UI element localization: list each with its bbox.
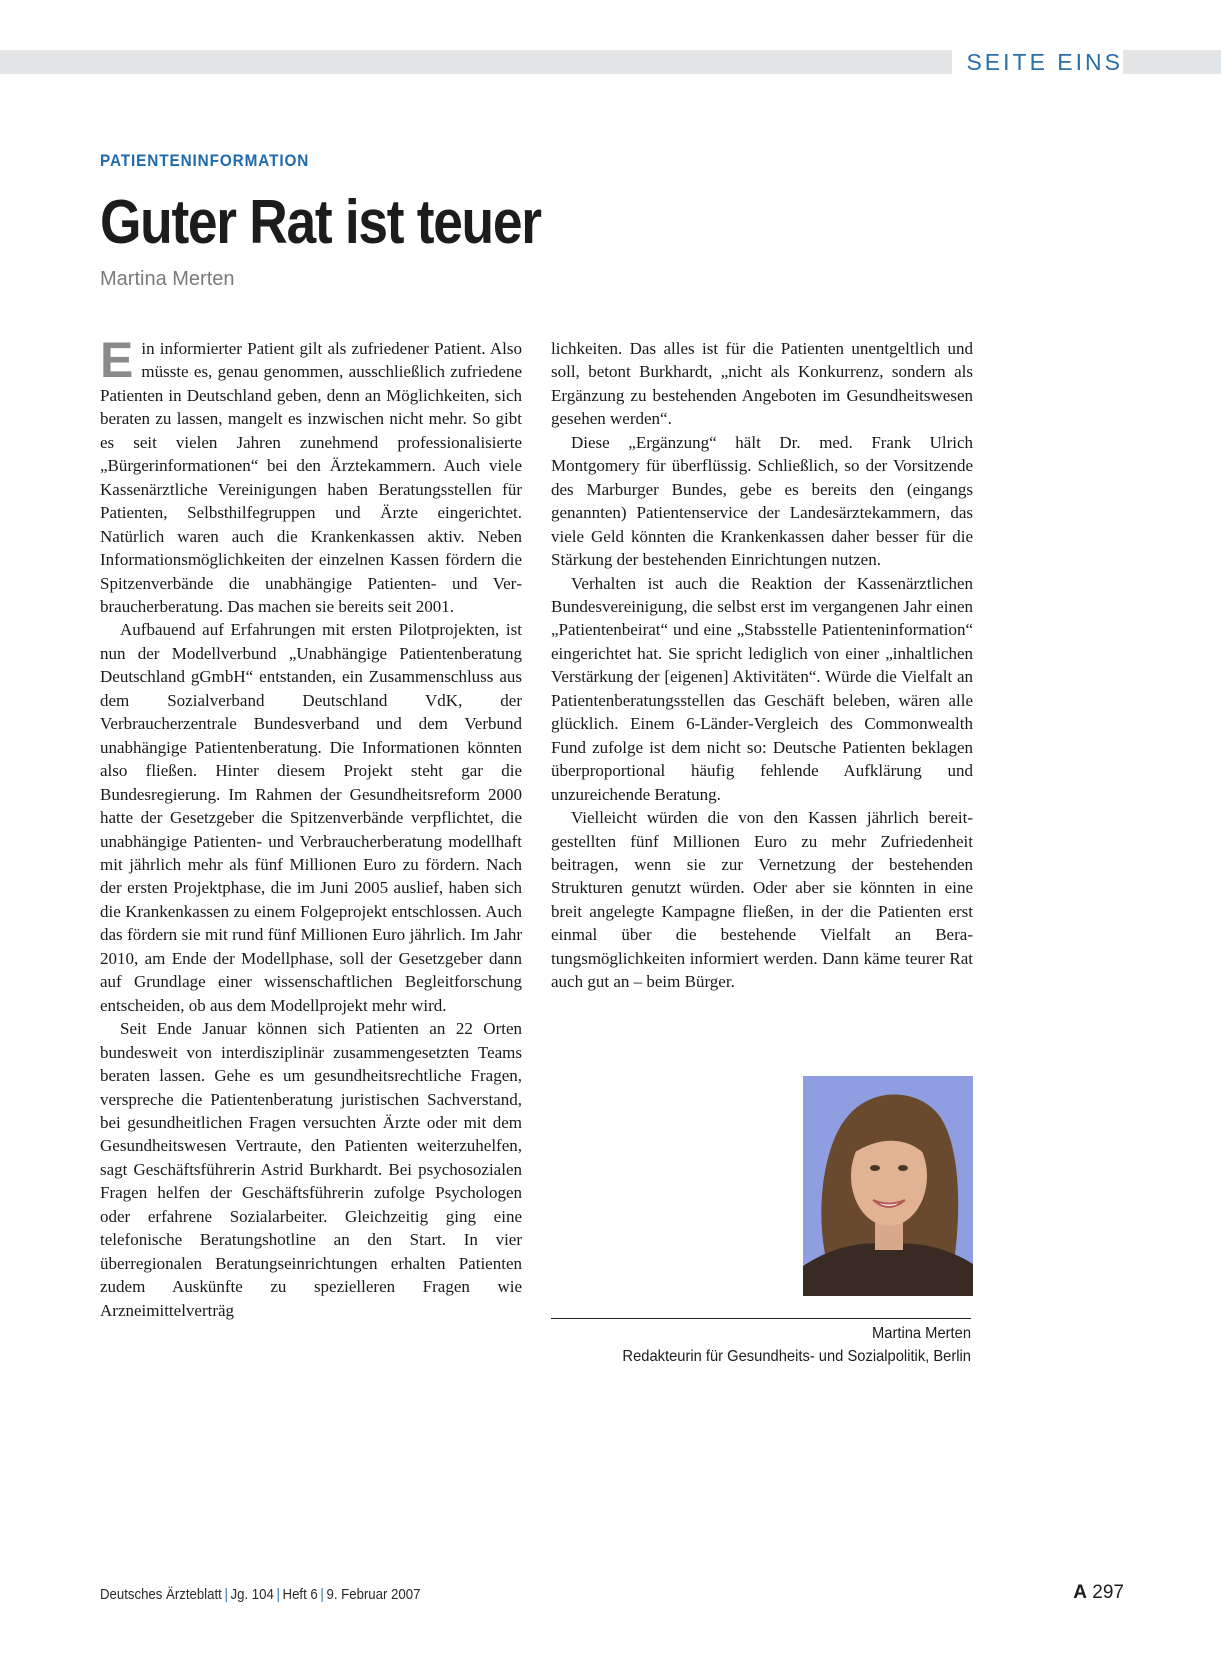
paragraph: Vielleicht würden die von den Kassen jährlich bereitgestellten fünf Millionen Euro zu mehr Zufriedenheit beitragen, wenn sie zur Vernetzung der bestehenden Strukturen genutzt würden. Oder aber sie könnten in eine breit angelegte Kampagne fließen, in der die Patienten erst einmal über die bestehende Vielfalt an Beratungsmöglichkeiten informiert werden. Dann käme teurer Rat auch gut an – beim Bürger. [551,808,973,992]
footer-date: 9. Februar 2007 [326,1586,421,1603]
page-footer [100,1586,420,1603]
drop-cap: E [100,332,134,388]
article-column-right [551,337,973,994]
footer-journal: Deutsches Ärzteblatt [100,1586,222,1603]
paragraph-text: in informierter Patient gilt als zufriedener Patient. Also müsste es, genau genommen, ausschließlich zufriedene Patienten in Deutschland geben, denn an Möglichkeiten, sich beraten zu lassen, mangelt es inzwischen nicht mehr. So gibt es seit vielen Jahren zunehmend professionalisierte „Bürgerinformationen“ bei den Ärztekammern. Auch viele Kassenärztliche Vereinigungen haben Beratungsstellen für Patienten, Selbsthilfegruppen und Ärzte eingerichtet. Natürlich waren auch die Krankenkassen aktiv. Neben Informationsmöglichkeiten der einzelnen Kassen fördern die Spitzenverbände die unabhängige Patienten- und Verbraucherberatung. Das machen sie bereits seit 2001. [100,339,522,616]
caption-rule [551,1318,971,1319]
article-headline: Guter Rat ist teuer [100,188,541,257]
author-caption [551,1322,971,1368]
page-prefix: A [1073,1582,1088,1603]
paragraph: Aufbauend auf Erfahrungen mit ersten Pilotprojekten, ist nun der Modellverbund „Unabhängige Patientenberatung Deutschland gGmbH“ entstanden, ein Zusammenschluss aus dem Sozialverband Deutschland VdK, der Verbraucherzentrale Bundesverband und dem Verbund unabhängige Patientenberatung. Die Informationen könnten also fließen. Hinter diesem Projekt steht gar die Bundesregierung. Im Rahmen der Gesundheitsreform 2000 hatte der Gesetzgeber die Spitzenverbände verpflichtet, die unabhängige Patienten- und Verbraucherberatung modellhaft mit jährlich mehr als fünf Millionen Euro zu fördern. Nach der ersten Projektphase, die im Juni 2005 auslief, haben sich die Krankenkassen zu einem Folgeprojekt entschlossen. Auch das fördern sie mit rund fünf Millionen Euro jährlich. Im Jahr 2010, am Ende der Modellphase, soll der Gesetzgeber dann auf Grundlage einer wissenschaftlichen Begleitforschung entscheiden, ob aus dem Modellprojekt mehr wird. [100,620,522,1015]
paragraph: lichkeiten. Das alles ist für die Patienten unentgeltlich und soll, betont Burkhardt, „nicht als Konkurrenz, sondern als Ergänzung zu bestehenden Angeboten im Gesundheitswesen gesehen werden“. [551,339,973,429]
author-photo [803,1076,973,1296]
paragraph: Verhalten ist auch die Reaktion der Kassenärztlichen Bundesvereinigung, die selbst erst im vergangenen Jahr einen „Patientenbeirat“ und eine „Stabsstelle Patienteninformation“ eingerichtet hat. Sie spricht lediglich von einer „inhaltlichen Verstärkung der [eigenen] Aktivitäten“. Würde die Vielfalt an Patientenberatungsstellen das Geschäft beleben, wären alle glücklich. Einem 6-Länder-Vergleich des Commonwealth Fund zufolge ist dem nicht so: Deutsche Patienten beklagen überproportional häufig fehlende Aufklärung und unzureichende Beratung. [551,573,973,804]
article-column-left [100,332,522,1322]
photo-eye-right [898,1165,908,1171]
article-kicker: PATIENTENINFORMATION [100,151,310,170]
section-label: SEITE EINS [952,46,1123,78]
page-number-value: 297 [1092,1582,1124,1603]
photo-eye-left [870,1165,880,1171]
footer-separator: | [320,1586,324,1603]
footer-volume: Jg. 104 [230,1586,274,1603]
paragraph: Seit Ende Januar können sich Patienten an 22 Orten bundesweit von interdisziplinär zusammengesetzten Teams beraten lassen. Gehe es um gesundheitsrechtliche Fragen, verspreche die Patientenberatung juristischen Sachverstand, bei gesundheitlichen Fragen versuchten Ärzte oder mit dem Gesundheitswesen Vertraute, den Patienten weiterzuhelfen, sagt Geschäftsführerin Astrid Burkhardt. Bei psychosozialen Fragen helfen der Geschäftsführerin zufolge Psychologen oder erfahrene Sozialarbeiter. Gleichzeitig ging eine telefonische Beratungshotline an den Start. In vier überregionalen Beratungseinrichtungen erhalten Patienten zudem Auskünfte zu spezielleren Fragen wie Arzneimittelverträg [100,1019,522,1320]
footer-separator: | [276,1586,280,1603]
caption-name: Martina Merten [872,1325,971,1342]
paragraph: Diese „Ergänzung“ hält Dr. med. Frank Ulrich Montgomery für überflüssig. Schließlich, so der Vorsitzende des Marburger Bundes, gebe es bereits den (eingangs genannten) Patientenservice der Landesärztekammern, das viele Geld könnten die Krankenkassen daher besser für die Stärkung der bestehenden Einrichtungen nutzen. [551,432,973,570]
article-author: Martina Merten [100,268,235,290]
footer-separator: | [224,1586,228,1603]
caption-role: Redakteurin für Gesundheits- und Sozialpolitik, Berlin [622,1348,971,1365]
footer-issue: Heft 6 [282,1586,318,1603]
paragraph [100,332,522,618]
page-number [1073,1582,1124,1604]
